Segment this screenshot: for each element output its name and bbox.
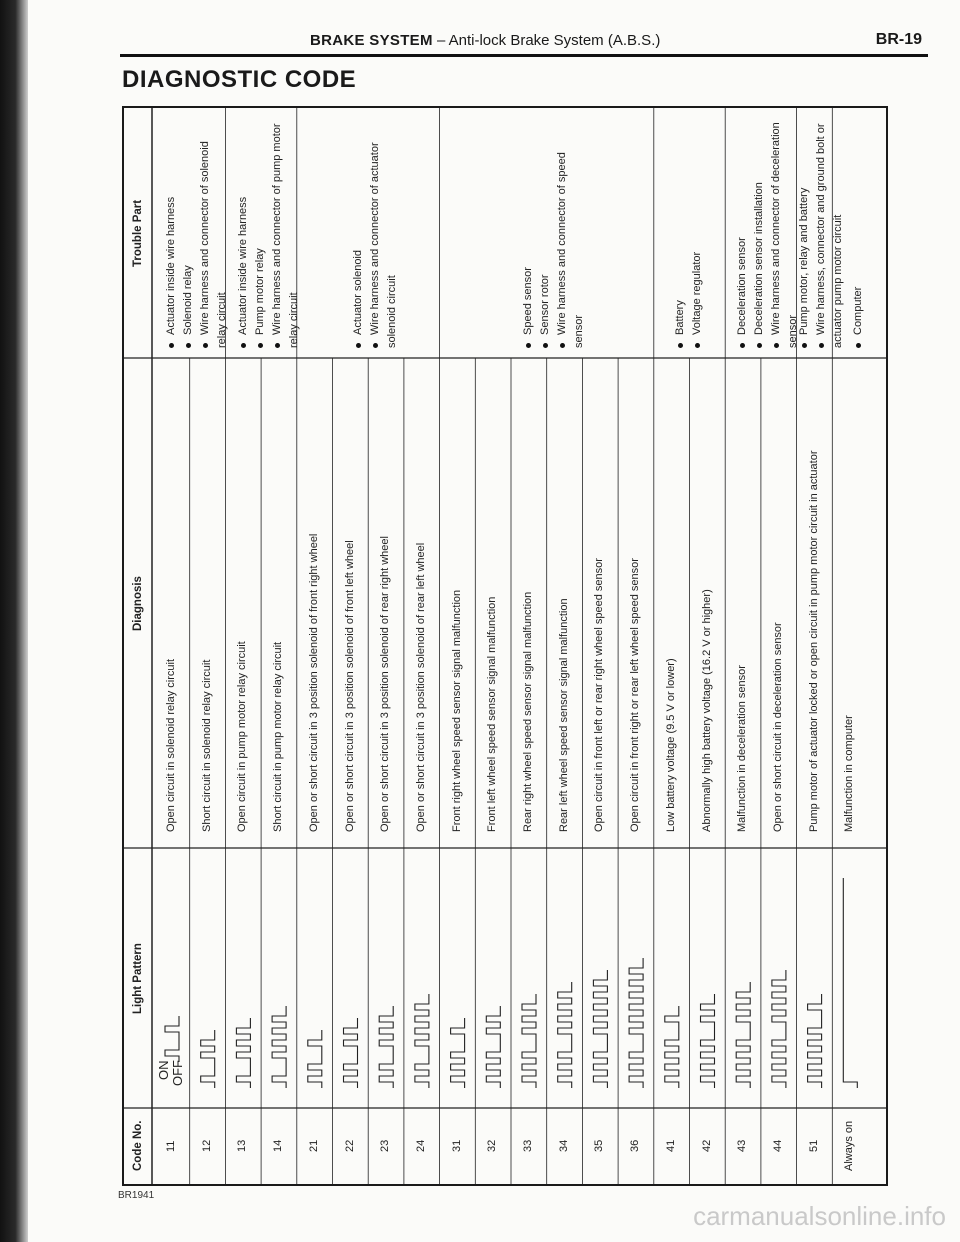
code-number: 42 bbox=[700, 1139, 713, 1152]
trouble-part-item: Wire harness and connector of pump motor relay circuit bbox=[270, 123, 300, 348]
bullet-icon bbox=[819, 343, 824, 348]
trouble-part-item: Wire harness and connector of actuator solenoid circuit bbox=[369, 142, 399, 348]
diagnosis-text: Open or short circuit in deceleration sensor bbox=[771, 622, 784, 832]
diagnosis-text: Front left wheel speed sensor signal malfunction bbox=[486, 596, 499, 832]
diagnosis-text: Open or short circuit in 3 position solenoid of rear right wheel bbox=[379, 536, 392, 832]
light-pattern-waveform bbox=[701, 994, 715, 1088]
light-pattern-waveform bbox=[808, 994, 822, 1088]
bullet-icon bbox=[186, 343, 191, 348]
bullet-icon bbox=[740, 343, 745, 348]
code-number: 21 bbox=[307, 1139, 320, 1152]
trouble-part-item: Computer bbox=[850, 120, 867, 348]
trouble-part-group bbox=[520, 120, 588, 348]
diagnosis-text: Open or short circuit in 3 position solenoid of front right wheel bbox=[307, 533, 320, 832]
trouble-part-item: Actuator inside wire harness bbox=[163, 120, 180, 348]
light-pattern-waveform bbox=[272, 1006, 286, 1088]
code-number: 33 bbox=[522, 1139, 534, 1152]
column-header-trouble-part: Trouble Part bbox=[132, 199, 144, 267]
bullet-icon bbox=[694, 343, 699, 348]
light-pattern-waveform bbox=[379, 1006, 393, 1088]
diagnosis-text: Malfunction in deceleration sensor bbox=[736, 665, 749, 832]
light-pattern-waveform bbox=[843, 878, 857, 1088]
code-number: 11 bbox=[165, 1140, 177, 1152]
binding-edge bbox=[0, 0, 28, 1242]
code-number: 36 bbox=[629, 1139, 642, 1152]
trouble-part-item: Speed sensor bbox=[520, 120, 537, 348]
trouble-part-item: Actuator solenoid bbox=[350, 120, 367, 348]
trouble-part-item: Battery bbox=[672, 120, 689, 348]
bullet-icon bbox=[274, 343, 279, 348]
light-pattern-waveform bbox=[558, 982, 572, 1088]
column-header-code: Code No. bbox=[132, 1120, 144, 1171]
trouble-part-group bbox=[350, 120, 401, 348]
code-number: 41 bbox=[664, 1139, 677, 1152]
trouble-part-group bbox=[235, 120, 303, 348]
light-pattern-waveform bbox=[236, 1018, 250, 1088]
code-number: 51 bbox=[807, 1139, 820, 1152]
light-pattern-waveform bbox=[665, 1006, 679, 1088]
bullet-icon bbox=[774, 343, 779, 348]
light-label-on: ON bbox=[156, 1060, 171, 1080]
code-number: 13 bbox=[236, 1139, 249, 1152]
code-number: 31 bbox=[450, 1139, 463, 1152]
diagnosis-text: Open circuit in front left or rear right wheel speed sensor bbox=[593, 558, 606, 832]
code-number: 14 bbox=[272, 1139, 285, 1152]
page-number: BR-19 bbox=[875, 31, 922, 48]
page-header bbox=[120, 28, 928, 57]
trouble-part-item: Wire harness and connector of solenoid relay circuit bbox=[199, 141, 229, 348]
bullet-icon bbox=[169, 343, 174, 348]
diagnosis-text: Open circuit in solenoid relay circuit bbox=[165, 658, 177, 832]
bullet-icon bbox=[677, 343, 682, 348]
light-pattern-waveform bbox=[629, 958, 643, 1088]
light-label-off: OFF bbox=[170, 1060, 185, 1086]
trouble-part-group bbox=[672, 120, 706, 348]
bullet-icon bbox=[855, 343, 860, 348]
light-pattern-waveform bbox=[451, 1018, 465, 1088]
bullet-icon bbox=[802, 343, 807, 348]
trouble-part-item: Wire harness and connector of deceleration sensor bbox=[770, 122, 800, 348]
trouble-part-item: Deceleration sensor bbox=[734, 120, 751, 348]
trouble-part-group bbox=[796, 120, 847, 348]
trouble-part-item: Wire harness and connector of speed sensor bbox=[556, 152, 586, 348]
code-number: 23 bbox=[379, 1139, 392, 1152]
trouble-part-item: Deceleration sensor installation bbox=[751, 120, 768, 348]
diagnosis-text: Open circuit in pump motor relay circuit bbox=[236, 641, 249, 832]
code-number: 34 bbox=[557, 1139, 570, 1152]
page-heading: DIAGNOSTIC CODE bbox=[122, 66, 357, 93]
diagnosis-text: Open or short circuit in 3 position solenoid of rear left wheel bbox=[414, 542, 427, 832]
trouble-part-group bbox=[163, 120, 231, 348]
column-header-diagnosis: Diagnosis bbox=[132, 575, 144, 631]
code-number: 32 bbox=[486, 1139, 499, 1152]
trouble-part-item: Wire harness, connector and ground bolt or actuator pump motor circuit bbox=[815, 123, 845, 348]
trouble-part-item: Voltage regulator bbox=[689, 120, 706, 348]
trouble-part-item: Actuator inside wire harness bbox=[235, 120, 252, 348]
diagnosis-text: Open or short circuit in 3 position solenoid of front left wheel bbox=[343, 540, 356, 832]
light-pattern-waveform bbox=[165, 1016, 179, 1062]
bullet-icon bbox=[757, 343, 762, 348]
bullet-icon bbox=[560, 343, 565, 348]
trouble-part-item: Pump motor relay bbox=[252, 120, 269, 348]
code-number: Always on bbox=[843, 1120, 856, 1171]
diagnosis-text: Pump motor of actuator locked or open circuit in pump motor circuit in actuator bbox=[807, 450, 820, 832]
code-number: 22 bbox=[343, 1139, 356, 1152]
trouble-part-item: Solenoid relay bbox=[180, 120, 197, 348]
diagnosis-text: Malfunction in computer bbox=[843, 715, 856, 832]
code-number: 43 bbox=[736, 1139, 749, 1152]
diagnosis-text: Rear left wheel speed sensor signal malfunction bbox=[557, 598, 570, 832]
diagnostic-code-table bbox=[122, 106, 888, 1186]
diagnosis-text: Rear right wheel speed sensor signal malfunction bbox=[522, 591, 534, 832]
light-pattern-waveform bbox=[522, 994, 536, 1088]
bullet-icon bbox=[543, 343, 548, 348]
trouble-part-item: Sensor rotor bbox=[537, 120, 554, 348]
code-number: 35 bbox=[593, 1139, 606, 1152]
bullet-icon bbox=[240, 343, 245, 348]
watermark: carmanualsonline.info bbox=[693, 1201, 946, 1231]
bullet-icon bbox=[203, 343, 208, 348]
light-pattern-waveform bbox=[415, 994, 429, 1088]
light-pattern-waveform bbox=[736, 982, 750, 1088]
diagnosis-text: Short circuit in solenoid relay circuit bbox=[200, 659, 213, 832]
diagnosis-text: Short circuit in pump motor relay circuit bbox=[272, 641, 285, 832]
code-number: 12 bbox=[200, 1139, 213, 1152]
column-header-light-pattern: Light Pattern bbox=[132, 942, 144, 1014]
diagnosis-text: Open circuit in front right or rear left wheel speed sensor bbox=[629, 558, 642, 832]
trouble-part-group bbox=[734, 120, 802, 348]
bullet-icon bbox=[373, 343, 378, 348]
trouble-part-item: Pump motor, relay and battery bbox=[796, 120, 813, 348]
code-number: 44 bbox=[771, 1139, 784, 1152]
light-pattern-waveform bbox=[308, 1030, 322, 1088]
light-pattern-waveform bbox=[344, 1018, 358, 1088]
header-title: BRAKE SYSTEM – Anti-lock Brake System (A.B.S.) bbox=[310, 32, 661, 49]
diagnosis-text: Low battery voltage (9.5 V or lower) bbox=[664, 658, 677, 832]
figure-reference: BR1941 bbox=[118, 1190, 155, 1201]
light-pattern-waveform bbox=[772, 970, 786, 1088]
code-number: 24 bbox=[414, 1139, 427, 1152]
bullet-icon bbox=[356, 343, 361, 348]
diagnosis-text: Abnormally high battery voltage (16.2 V or higher) bbox=[700, 589, 713, 832]
light-pattern-waveform bbox=[593, 970, 607, 1088]
light-pattern-waveform bbox=[201, 1030, 215, 1088]
diagnosis-text: Front right wheel speed sensor signal malfunction bbox=[450, 589, 463, 832]
light-pattern-waveform bbox=[486, 1006, 500, 1088]
trouble-part-group bbox=[850, 120, 867, 348]
bullet-icon bbox=[257, 343, 262, 348]
bullet-icon bbox=[526, 343, 531, 348]
